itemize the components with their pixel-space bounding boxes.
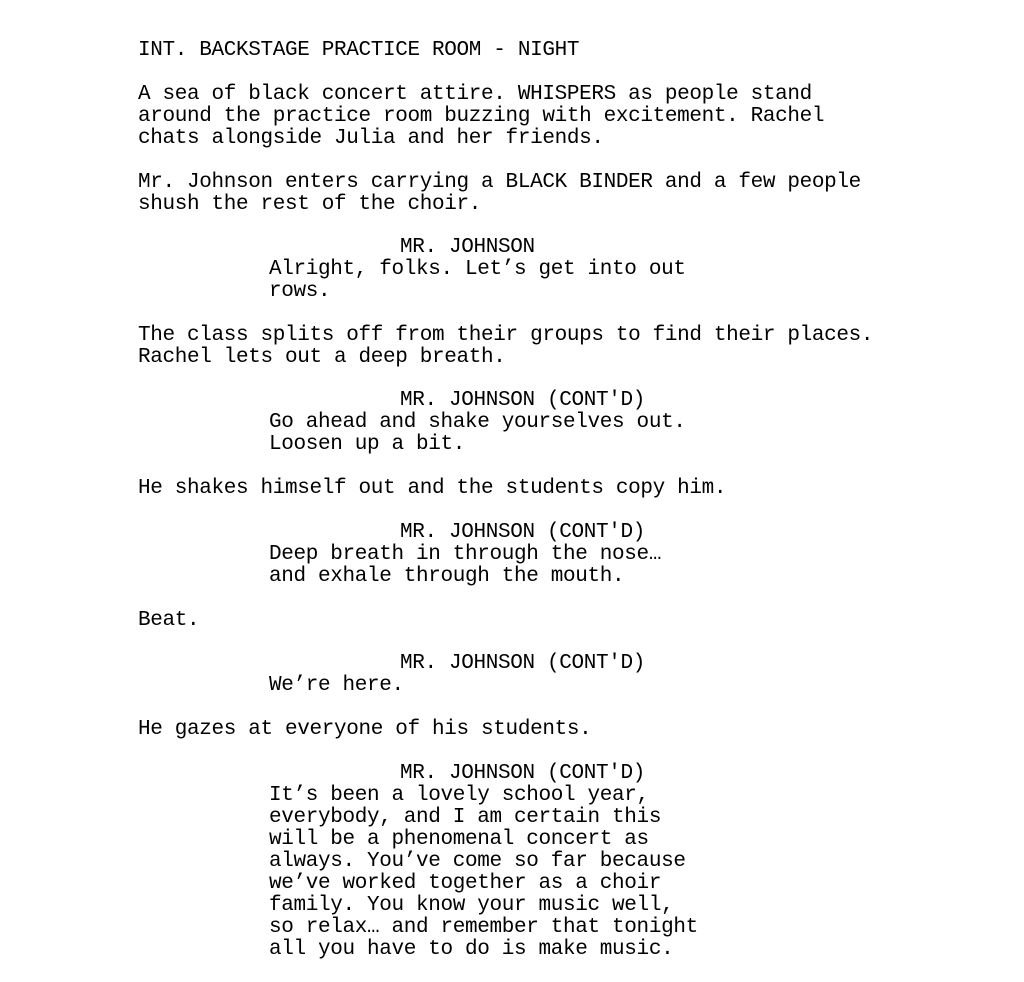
dialogue-block [269, 544, 661, 588]
dialogue-line: so relax… and remember that tonight [269, 916, 698, 939]
scene-heading: INT. BACKSTAGE PRACTICE ROOM - NIGHT [138, 39, 580, 62]
dialogue-line: We’re here. [269, 674, 404, 697]
action-line: Beat. [138, 609, 200, 632]
dialogue-line: always. You’ve come so far because [269, 850, 686, 873]
action-line: Mr. Johnson enters carrying a BLACK BINDER and a few people [138, 171, 861, 194]
action-paragraph [138, 719, 591, 741]
action-line: The class splits off from their groups to find their places. [138, 324, 874, 347]
dialogue-line: Go ahead and shake yourselves out. [269, 411, 686, 434]
dialogue-block [269, 675, 404, 697]
dialogue-block [269, 259, 686, 303]
action-paragraph [138, 84, 824, 150]
action-paragraph [138, 610, 199, 632]
character-cue: MR. JOHNSON (CONT'D) [400, 389, 646, 412]
character-cue: MR. JOHNSON (CONT'D) [400, 521, 646, 544]
dialogue-line: family. You know your music well, [269, 894, 674, 917]
action-paragraph [138, 478, 726, 500]
dialogue-line: It’s been a lovely school year, [269, 784, 649, 807]
dialogue-block [269, 785, 698, 961]
dialogue-line: Loosen up a bit. [269, 433, 466, 456]
action-line: around the practice room buzzing with excitement. Rachel [138, 105, 825, 128]
dialogue-block [269, 412, 686, 456]
dialogue-line: everybody, and I am certain this [269, 806, 662, 829]
action-line: He shakes himself out and the students copy him. [138, 477, 727, 500]
dialogue-line: and exhale through the mouth. [269, 565, 625, 588]
action-line: A sea of black concert attire. WHISPERS as people stand [138, 83, 812, 106]
action-line: chats alongside Julia and her friends. [138, 127, 604, 150]
dialogue-line: rows. [269, 280, 331, 303]
dialogue-line: Alright, folks. Let’s get into out [269, 258, 686, 281]
action-line: Rachel lets out a deep breath. [138, 346, 506, 369]
action-line: shush the rest of the choir. [138, 193, 482, 216]
character-cue: MR. JOHNSON (CONT'D) [400, 652, 646, 675]
action-line: He gazes at everyone of his students. [138, 718, 592, 741]
dialogue-line: all you have to do is make music. [269, 938, 674, 961]
character-cue: MR. JOHNSON (CONT'D) [400, 762, 646, 785]
dialogue-line: we’ve worked together as a choir [269, 872, 662, 895]
action-paragraph [138, 172, 861, 216]
character-cue: MR. JOHNSON [400, 236, 535, 259]
dialogue-line: will be a phenomenal concert as [269, 828, 649, 851]
dialogue-line: Deep breath in through the nose… [269, 543, 662, 566]
action-paragraph [138, 325, 873, 369]
